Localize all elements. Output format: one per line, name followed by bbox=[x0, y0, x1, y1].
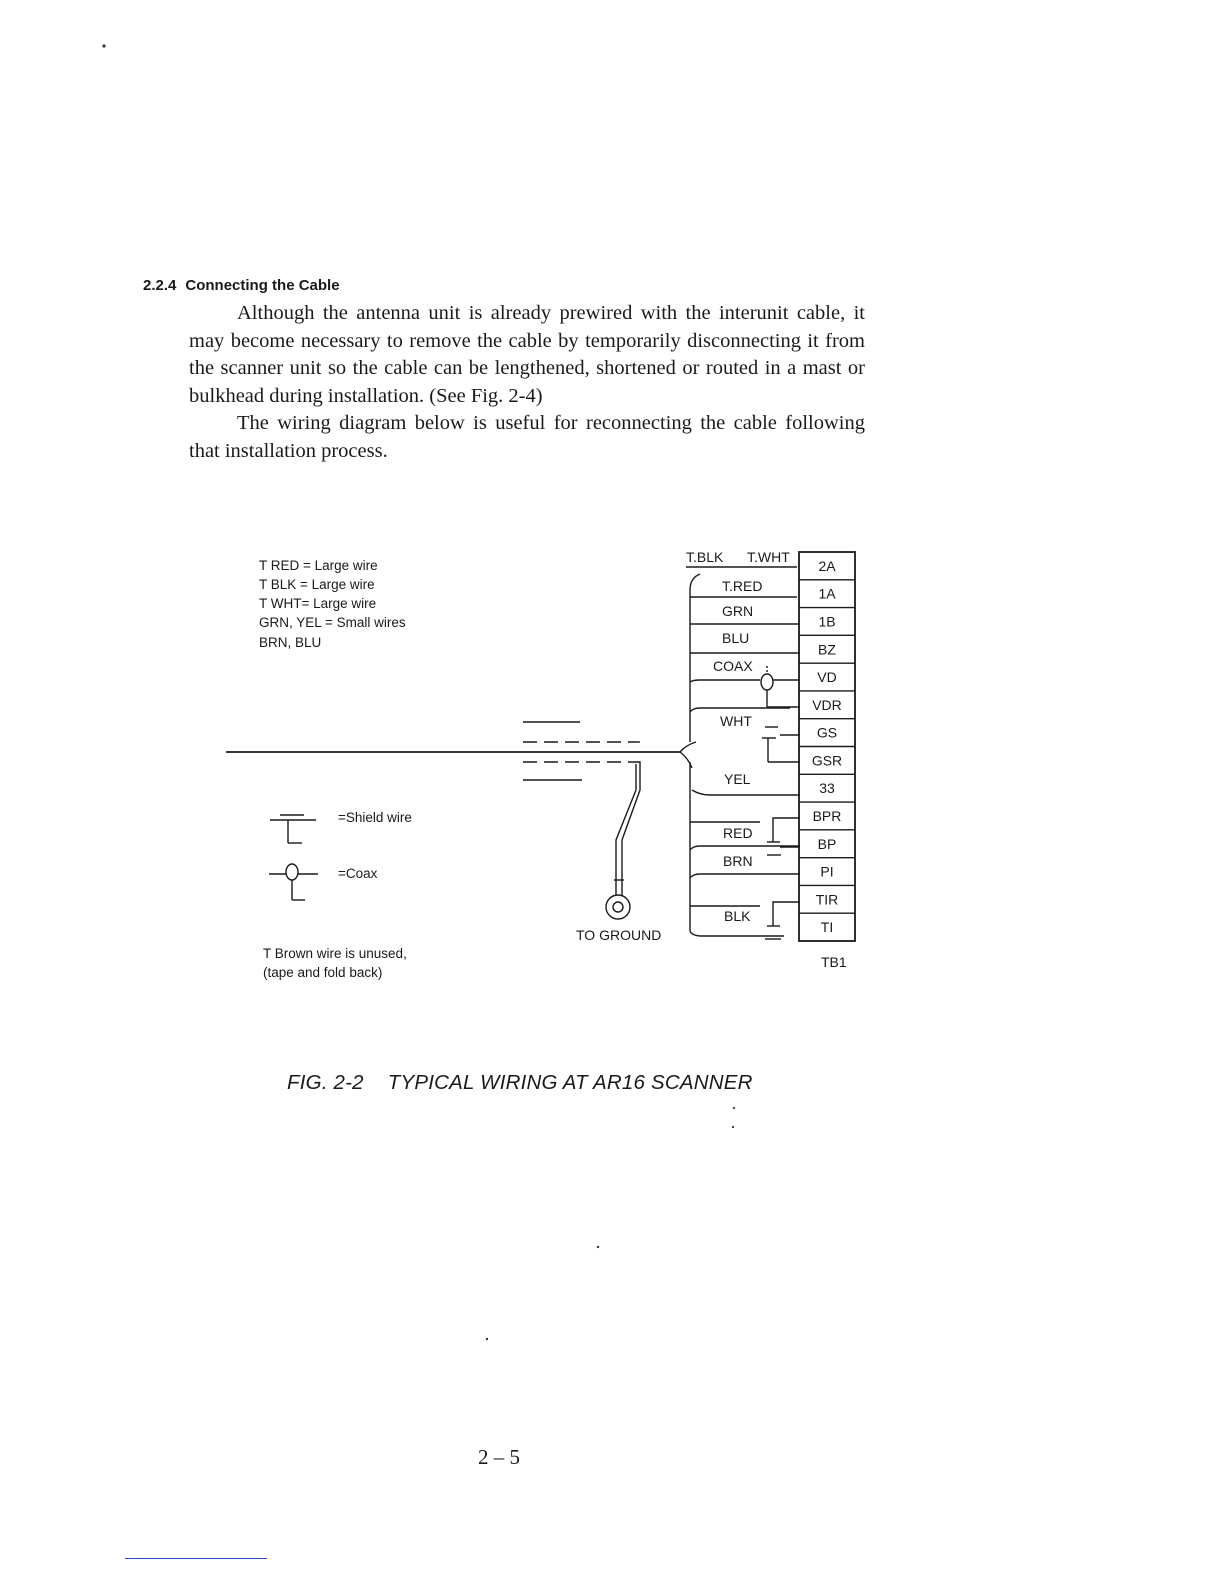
terminal-1a: 1A bbox=[818, 585, 836, 602]
terminal-bp: BP bbox=[817, 835, 837, 852]
coax-legend-label: =Coax bbox=[338, 866, 378, 881]
wire-label-twht: T.WHT bbox=[747, 549, 790, 565]
legend-line: T WHT= Large wire bbox=[259, 596, 377, 611]
wire-label-blu: BLU bbox=[722, 630, 750, 646]
terminal-block-label: TB1 bbox=[821, 954, 847, 970]
wire-label-grn: GRN bbox=[722, 603, 754, 619]
ground-lug-icon bbox=[606, 895, 630, 919]
shield-connector-icon bbox=[762, 735, 800, 762]
shield-legend-label: =Shield wire bbox=[338, 810, 412, 825]
legend-line: GRN, YEL = Small wires bbox=[259, 615, 406, 630]
terminal-33: 33 bbox=[819, 780, 835, 797]
wire-label-red: RED bbox=[723, 825, 753, 841]
terminal-vdr: VDR bbox=[812, 696, 842, 713]
terminal-block-tb1 bbox=[799, 552, 855, 941]
figure-title: TYPICAL WIRING AT AR16 SCANNER bbox=[387, 1071, 753, 1094]
terminal-tir: TIR bbox=[815, 891, 839, 908]
figure-caption bbox=[287, 1071, 753, 1095]
terminal-vd: VD bbox=[817, 669, 837, 686]
terminal-2a: 2A bbox=[818, 557, 836, 574]
ground-wire bbox=[614, 762, 640, 895]
ground-label: TO GROUND bbox=[576, 927, 662, 943]
shield-wire-symbol-icon bbox=[270, 815, 316, 843]
terminal-gsr: GSR bbox=[811, 752, 843, 769]
wire-label-tblk: T.BLK bbox=[686, 549, 724, 565]
wire-label-coax: COAX bbox=[713, 658, 753, 674]
footer-rule bbox=[125, 1558, 267, 1559]
figure-number: FIG. 2-2 bbox=[287, 1071, 364, 1094]
wire-label-brn: BRN bbox=[723, 853, 753, 869]
paragraph-1: Although the antenna unit is already prewired with the interunit cable, it may become necessary to remove the cable by temporarily disconnecting it from the scanner unit so the cable can be lengthened, shortened or routed in a mast or bulkhead during installation. (See Fig. 2-4) bbox=[189, 302, 865, 407]
terminal-bz: BZ bbox=[818, 641, 836, 658]
wire-harness bbox=[690, 574, 800, 936]
paragraph-2: The wiring diagram below is useful for reconnecting the cable following that installation process. bbox=[189, 412, 865, 462]
wire-size-legend bbox=[259, 558, 406, 650]
coax-connector-icon bbox=[761, 666, 800, 707]
blk-jumper-icon bbox=[765, 902, 800, 939]
wire-label-tred: T.RED bbox=[722, 578, 763, 594]
coax-symbol-icon bbox=[269, 864, 318, 900]
legend-line: T RED = Large wire bbox=[259, 558, 378, 573]
red-jumper-icon bbox=[767, 818, 800, 847]
terminal-pi: PI bbox=[820, 863, 834, 880]
section-title: Connecting the Cable bbox=[185, 277, 340, 294]
note-line: (tape and fold back) bbox=[263, 965, 383, 980]
wire-label-yel: YEL bbox=[724, 771, 751, 787]
terminal-bpr: BPR bbox=[812, 807, 842, 824]
terminal-1b: 1B bbox=[818, 613, 836, 630]
legend-line: T BLK = Large wire bbox=[259, 577, 375, 592]
section-number: 2.2.4 bbox=[143, 277, 177, 294]
terminal-rows bbox=[799, 558, 855, 935]
terminal-gs: GS bbox=[816, 724, 838, 741]
interunit-cable bbox=[226, 722, 696, 780]
legend-line: BRN, BLU bbox=[259, 635, 322, 650]
wire-label-wht: WHT bbox=[720, 713, 752, 729]
wire-label-blk: BLK bbox=[724, 908, 751, 924]
terminal-ti: TI bbox=[820, 919, 834, 936]
page-number: 2 – 5 bbox=[478, 1445, 520, 1469]
note-line: T Brown wire is unused, bbox=[263, 946, 407, 961]
